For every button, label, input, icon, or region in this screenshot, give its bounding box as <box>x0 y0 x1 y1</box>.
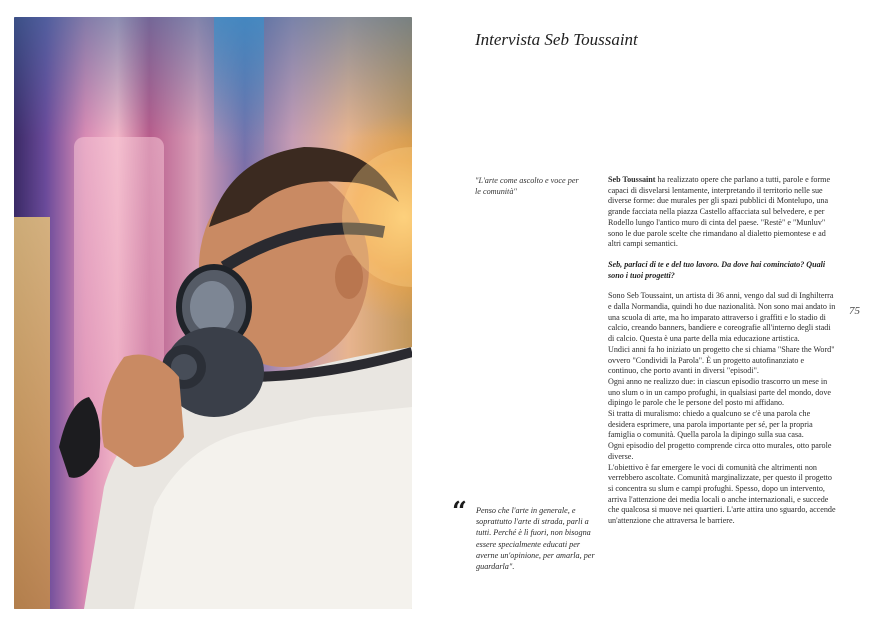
pull-quote: "L'arte come ascolto e voce per le comunità" <box>475 176 579 196</box>
answer-paragraph: Sono Seb Toussaint, un artista di 36 anni, vengo dal sud di Inghilterra e dalla Normandia, quindi ho due nazionalità. Non sono mai andato in una scuola di arte, ma ho imparato attraverso i graffiti e lo stadio di calcio, creando banners, bandiere e coreografie all'interno degli stadi di calcio. Questa è una parte della mia educazione artistica. <box>608 291 836 344</box>
answer-paragraph: Ogni episodio del progetto comprende circa otto murales, otto parole diverse. <box>608 441 832 461</box>
page-number: 75 <box>849 305 860 317</box>
answer-paragraph: Ogni anno ne realizzo due: in ciascun episodio trascorro un mese in uno slum o in un campo profughi, in qualsiasi parte del mondo, dove dipingo le parole che le persone del posto mi affidano. <box>608 376 831 408</box>
intro-text: ha realizzato opere che parlano a tutti, parole e forme capaci di disvelarsi lentamente, interpretando il territorio nelle sue diverse forme: due murales per gli spazi pubblici di Montelupo, una grande facciata nella piazza Castello affacciata sul belvedere, e per Rodello lungo l'antico muro di cinta del paese. "Restè" e "Munluv" sono le due parole scelte che rimandano al dialetto piemontese e ad altri campi semantici. <box>608 175 831 249</box>
article-intro <box>608 175 836 250</box>
quote-mark-icon: “ <box>452 497 467 527</box>
article-column <box>608 175 836 527</box>
answer-paragraph: L'obiettivo è far emergere le voci di comunità che altrimenti non verrebbero ascoltate. Comunità marginalizzate, per questo il progetto si concentra su slum e campi profughi. Spesso, dopo un intervento, arriva l'attenzione dei media locali o anche internazionali, e succede che qualcosa si muove nei quartieri. L'arte attira uno sguardo, accende un'attenzione che attraversa le barriere. <box>608 462 836 526</box>
artist-figure-illustration <box>14 17 412 609</box>
answer-paragraph: Si tratta di muralismo: chiedo a qualcuno se c'è una parola che desidera esprimere, una parola importante per sé, per la propria famiglia o comunità. Quella parola la dipingo sulla sua casa. <box>608 409 813 440</box>
artist-with-respirator-mask-photo <box>14 17 412 609</box>
page-title: Intervista Seb Toussaint <box>475 30 638 49</box>
interview-question: Seb, parlaci di te e del tuo lavoro. Da dove hai cominciato? Quali sono i tuoi progetti? <box>608 259 826 280</box>
quote-text: Penso che l'arte in generale, e soprattutto l'arte di strada, parli a tutti. Perché è lì fuori, non bisogna essere specialmente educati per averne un'opinione, per amarla, per guardarla". <box>476 506 595 572</box>
intro-name: Seb Toussaint <box>608 175 656 184</box>
answer-paragraph: Undici anni fa ho iniziato un progetto che si chiama "Share the Word" ovvero "Condividi la Parola". È un progetto autofinanziato e continuo, che porto avanti in diversi "episodi". <box>608 344 835 376</box>
